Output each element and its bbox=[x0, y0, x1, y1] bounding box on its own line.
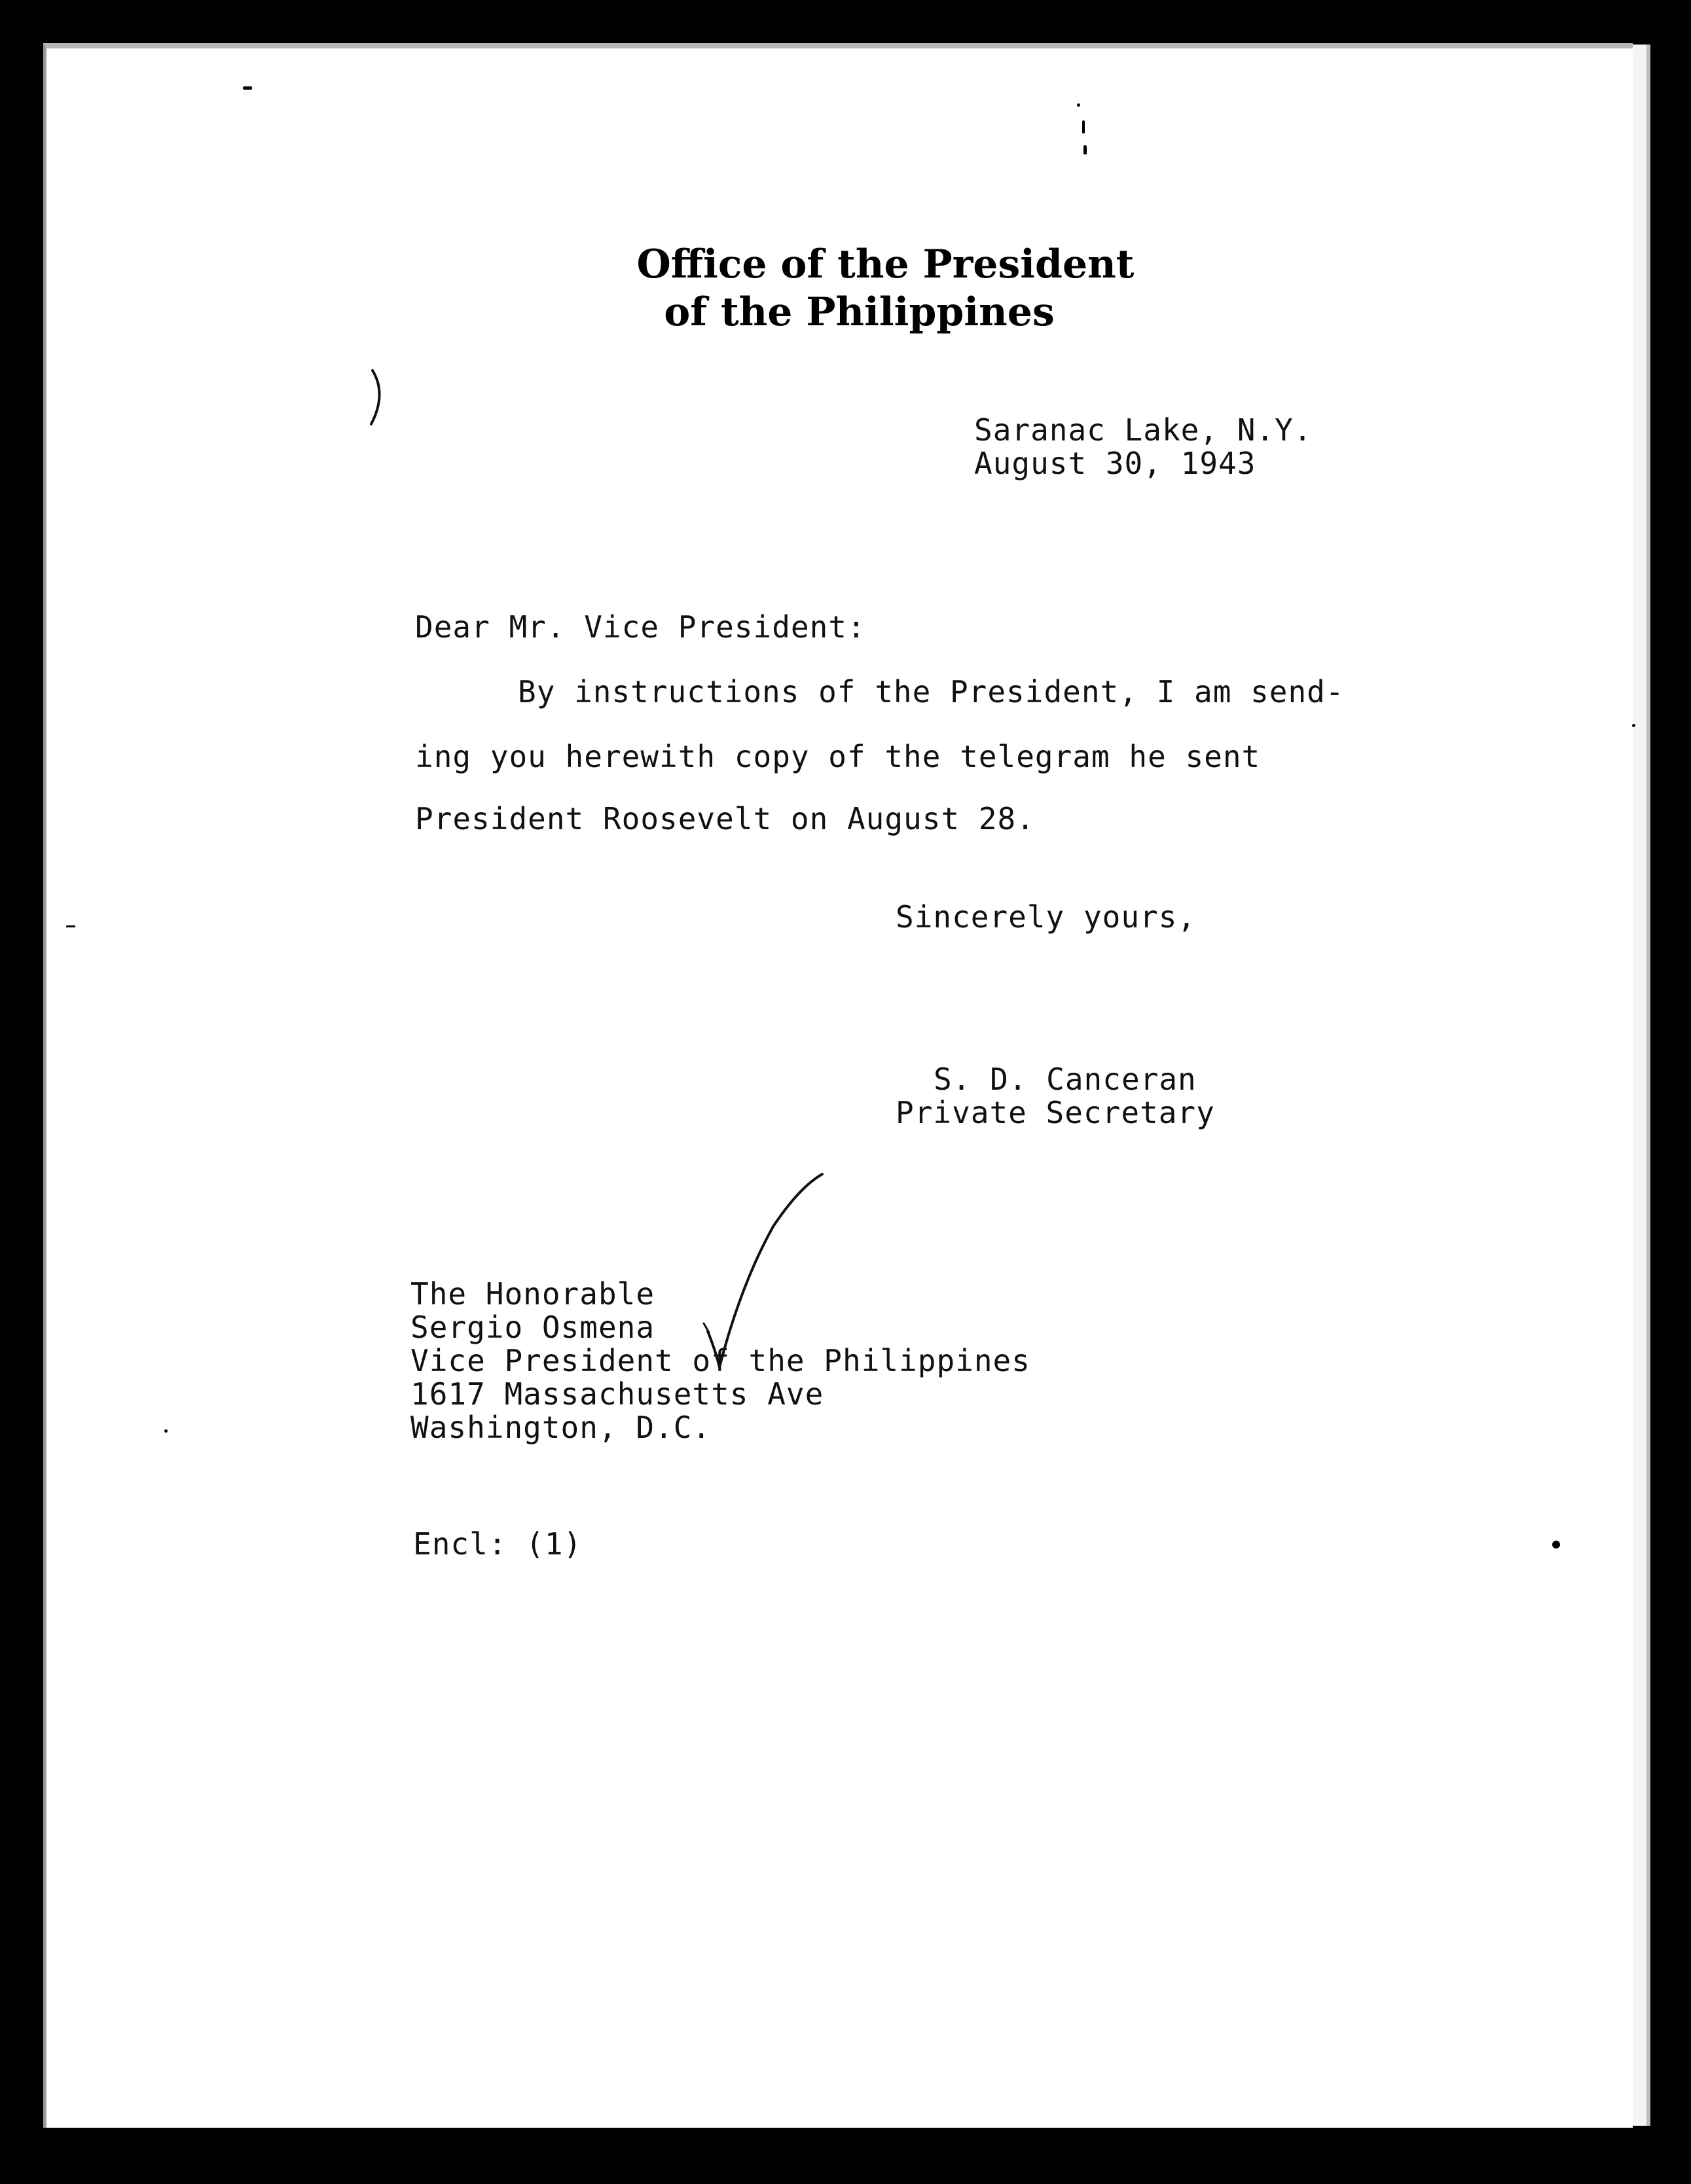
enclosure-note: Encl: (1) bbox=[413, 1526, 583, 1562]
dateline-place: Saranac Lake, N.Y. bbox=[974, 412, 1313, 448]
scan-speck bbox=[164, 1429, 168, 1433]
recipient-line-4: 1617 Massachusetts Ave bbox=[410, 1376, 824, 1412]
dateline-date: August 30, 1943 bbox=[974, 446, 1256, 481]
signature-name: S. D. Canceran bbox=[934, 1062, 1197, 1097]
scan-speck bbox=[1632, 724, 1635, 727]
letter-page bbox=[43, 43, 1633, 2128]
body-line-2: ing you herewith copy of the telegram he sent bbox=[415, 739, 1261, 774]
scan-speck bbox=[1077, 103, 1080, 107]
salutation: Dear Mr. Vice President: bbox=[415, 609, 866, 645]
letterhead-line-2: of the Philippines bbox=[664, 289, 1055, 335]
scan-speck bbox=[1552, 1541, 1560, 1548]
signature-title: Private Secretary bbox=[896, 1095, 1215, 1130]
scan-speck bbox=[1083, 145, 1087, 154]
recipient-line-1: The Honorable bbox=[410, 1276, 655, 1312]
recipient-line-2: Sergio Osmena bbox=[410, 1310, 655, 1345]
letterhead-line-1: Office of the President bbox=[636, 242, 1135, 287]
recipient-line-3: Vice President of the Philippines bbox=[410, 1343, 1030, 1378]
closing: Sincerely yours, bbox=[896, 899, 1197, 935]
scan-speck bbox=[243, 86, 252, 90]
margin-mark bbox=[367, 368, 393, 427]
scan-speck bbox=[66, 925, 75, 927]
scan-speck bbox=[1082, 120, 1085, 134]
recipient-line-5: Washington, D.C. bbox=[410, 1410, 712, 1445]
body-line-3: President Roosevelt on August 28. bbox=[415, 801, 1035, 836]
body-line-1: By instructions of the President, I am send- bbox=[518, 674, 1345, 709]
